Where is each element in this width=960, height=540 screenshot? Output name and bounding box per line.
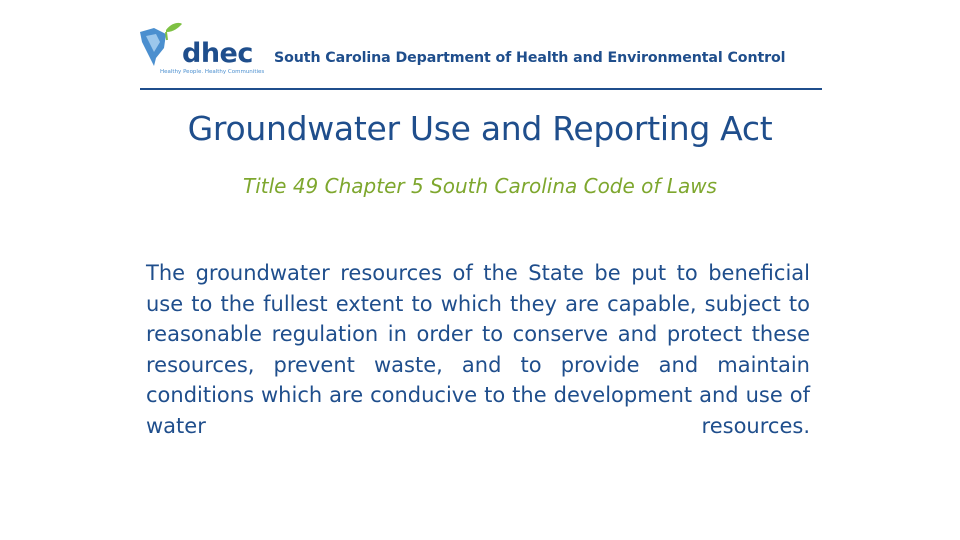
department-name: South Carolina Department of Health and Environmental Control bbox=[274, 50, 786, 66]
header-divider bbox=[140, 88, 822, 90]
logo-wordmark: dhec bbox=[182, 38, 253, 69]
logo-tagline: Healthy People. Healthy Communities bbox=[160, 69, 265, 75]
header bbox=[136, 20, 822, 92]
slide-subtitle: Title 49 Chapter 5 South Carolina Code of Laws bbox=[243, 174, 717, 198]
slide-title: Groundwater Use and Reporting Act bbox=[187, 109, 773, 148]
dhec-logo bbox=[136, 20, 266, 80]
leaf-icon bbox=[166, 23, 182, 32]
slide-body-text: The groundwater resources of the State be put to beneficial use to the fullest extent to which they are capable, subject to reasonable regulation in order to conserve and protect these resources, prevent waste, and to provide and maintain conditions which are conducive to the development and use of water resources. bbox=[146, 261, 810, 438]
